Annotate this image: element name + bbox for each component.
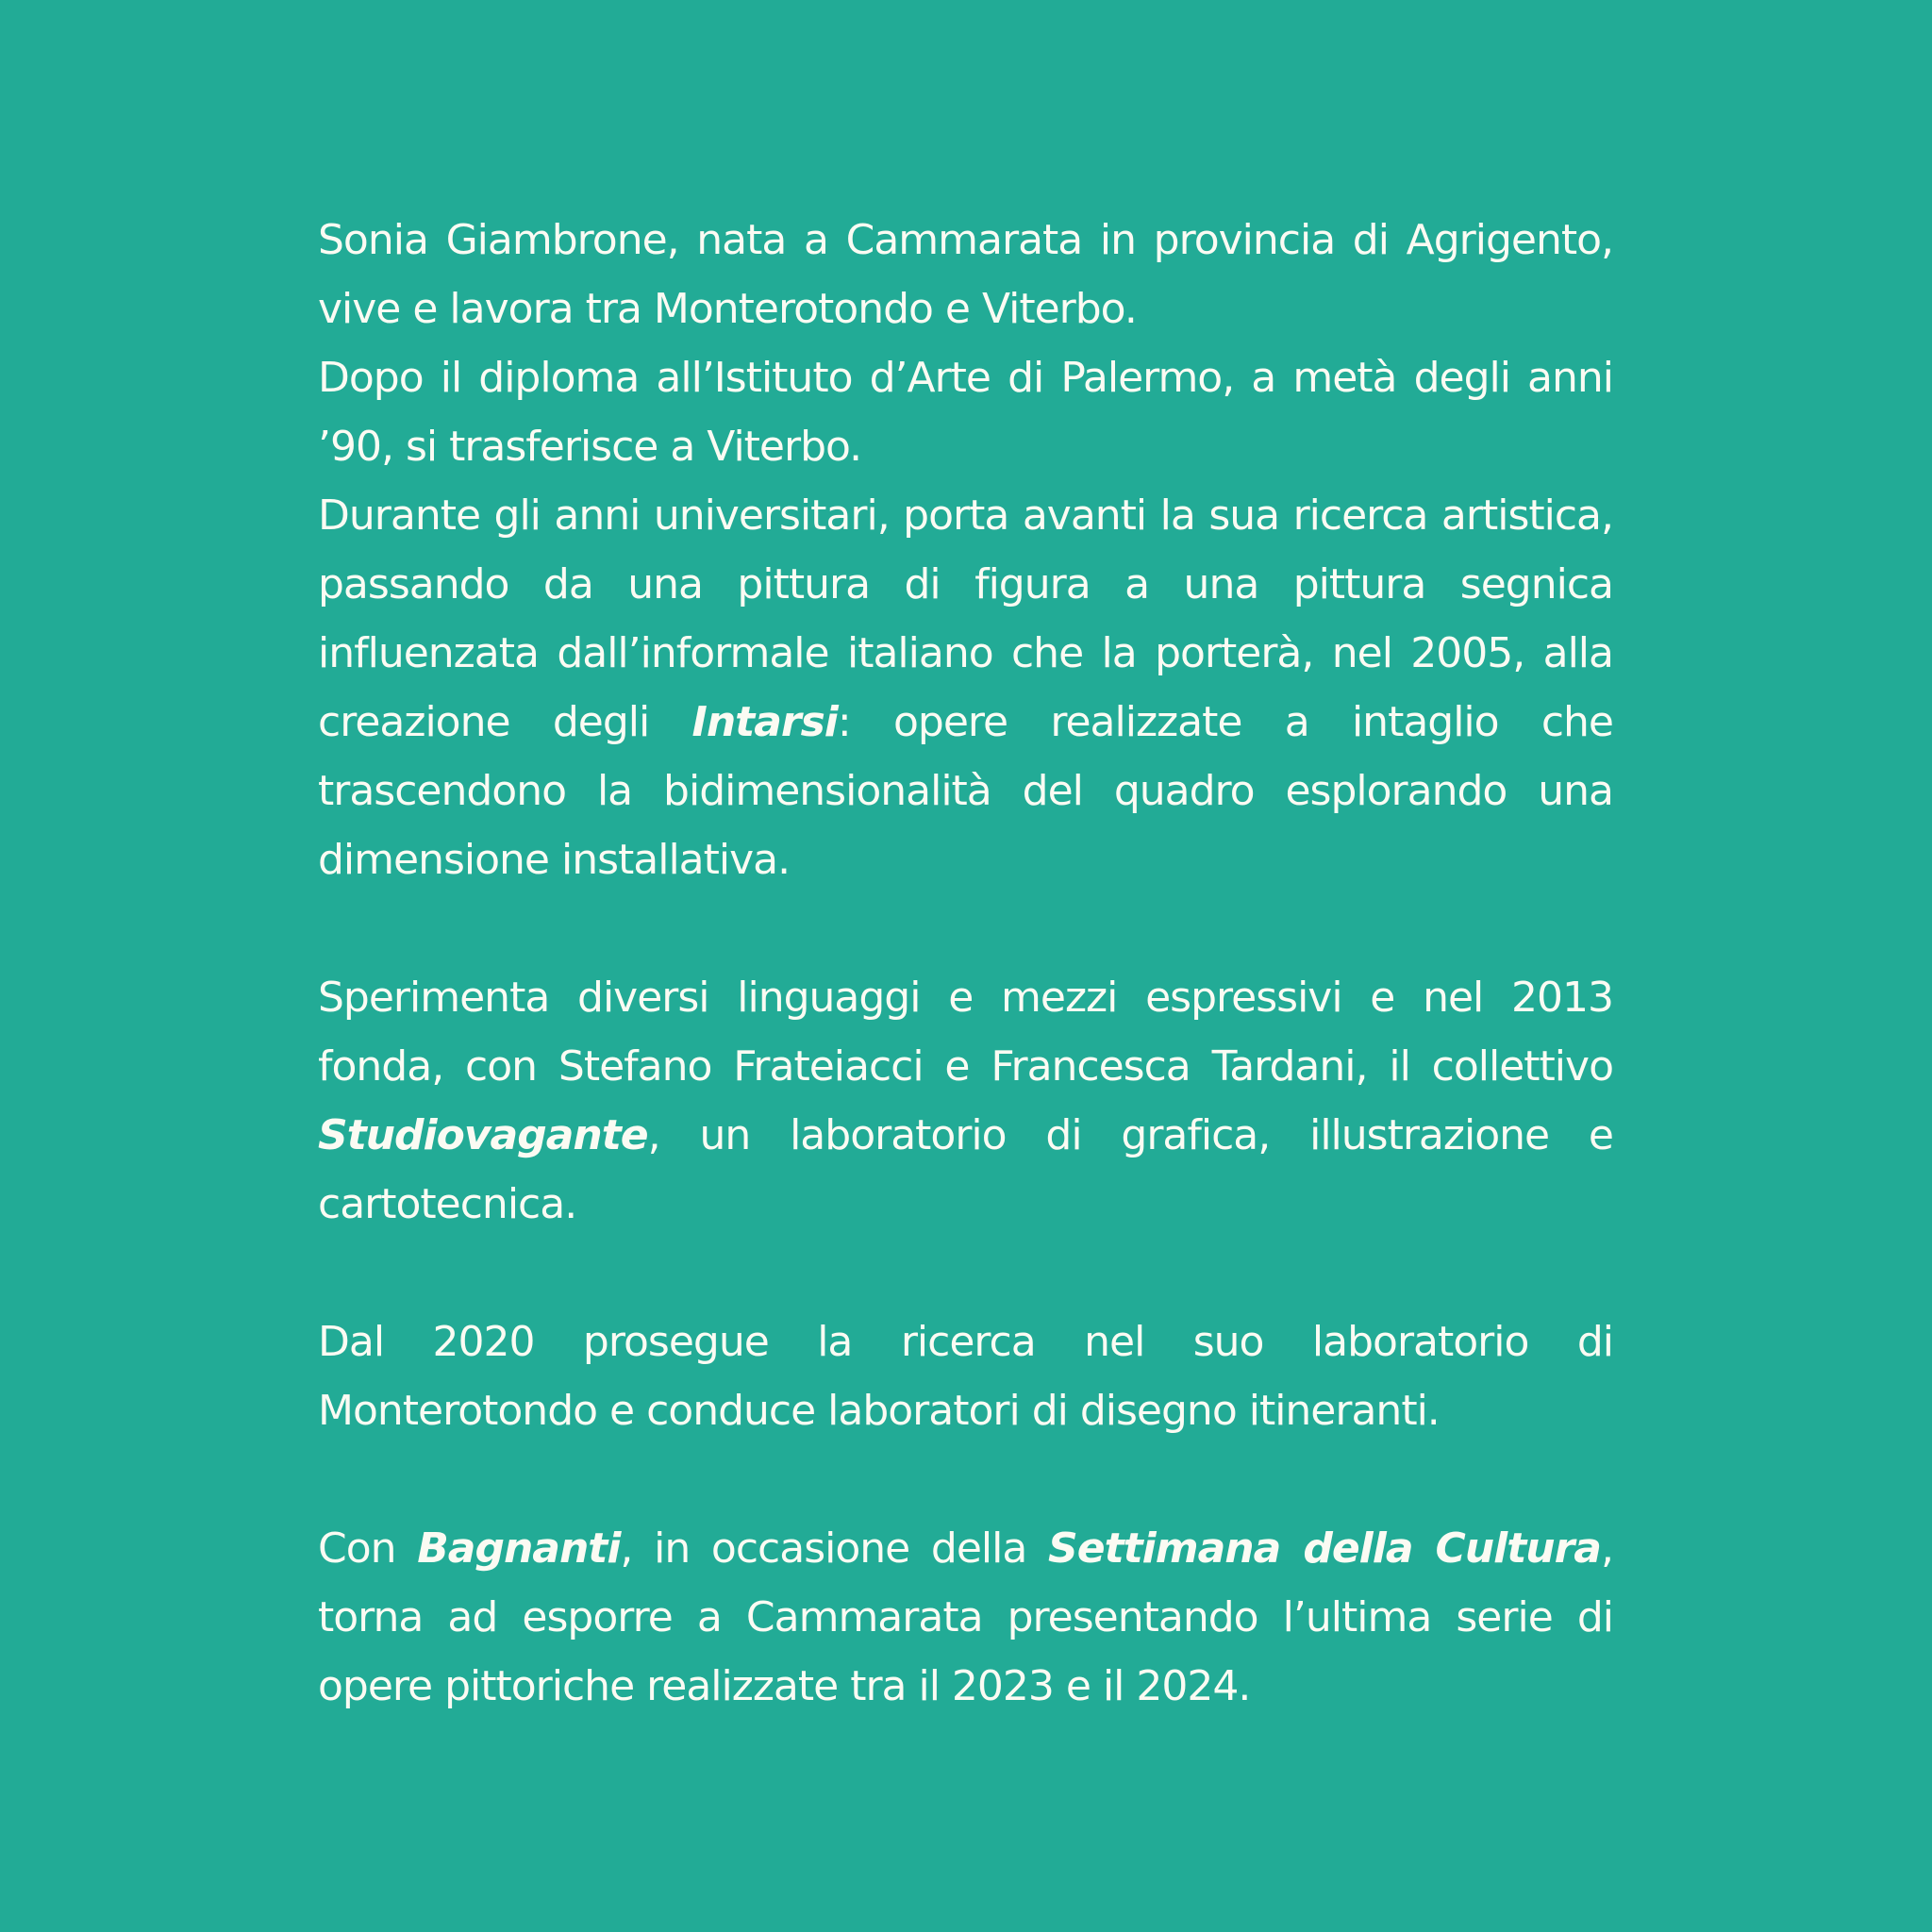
studiovagante-title: Studiovagante xyxy=(318,1111,648,1159)
paragraph-birth: Sonia Giambrone, nata a Cammarata in provincia di Agrigento, vive e lavora tra Monterotondo e Viterbo. xyxy=(318,216,1613,333)
paragraph-research xyxy=(318,481,1613,894)
exhibition-text-after: , torna ad esporre a Cammarata presentando l’ultima serie di opere pittoriche realizzate tra il 2023 e il 2024. xyxy=(318,1524,1613,1710)
paragraph-gap xyxy=(318,894,1613,963)
paragraph-gap xyxy=(318,1239,1613,1307)
biography-text xyxy=(318,206,1613,1721)
paragraph-exhibition xyxy=(318,1514,1613,1721)
settimana-cultura-title: Settimana della Cultura xyxy=(1048,1524,1601,1573)
paragraph-education: Dopo il diploma all’Istituto d’Arte di Palermo, a metà degli anni ’90, si trasferisce a Viterbo. xyxy=(318,354,1613,471)
research-text-after: : opere realizzate a intaglio che trascendono la bidimensionalità del quadro esplorando una dimensione installativa. xyxy=(318,698,1614,884)
paragraph-gap xyxy=(318,1445,1613,1514)
intarsi-title: Intarsi xyxy=(691,698,838,746)
paragraph-collective xyxy=(318,963,1613,1239)
exhibition-text-before: Con xyxy=(318,1524,418,1573)
paragraph-workshop: Dal 2020 prosegue la ricerca nel suo laboratorio di Monterotondo e conduce laboratori di disegno itineranti. xyxy=(318,1318,1613,1435)
collective-text-after: , un laboratorio di grafica, illustrazione e cartotecnica. xyxy=(318,1111,1613,1228)
bagnanti-title: Bagnanti xyxy=(417,1524,621,1573)
exhibition-text-middle: , in occasione della xyxy=(620,1524,1049,1573)
collective-text-before: Sperimenta diversi linguaggi e mezzi espressivi e nel 2013 fonda, con Stefano Frateiacci e Francesca Tardani, il collettivo xyxy=(318,974,1613,1091)
research-text-before: Durante gli anni universitari, porta avanti la sua ricerca artistica, passando da una pittura di figura a una pittura segnica influenzata dall’informale italiano che la porterà, nel 2005, alla creazione degli xyxy=(318,491,1613,746)
